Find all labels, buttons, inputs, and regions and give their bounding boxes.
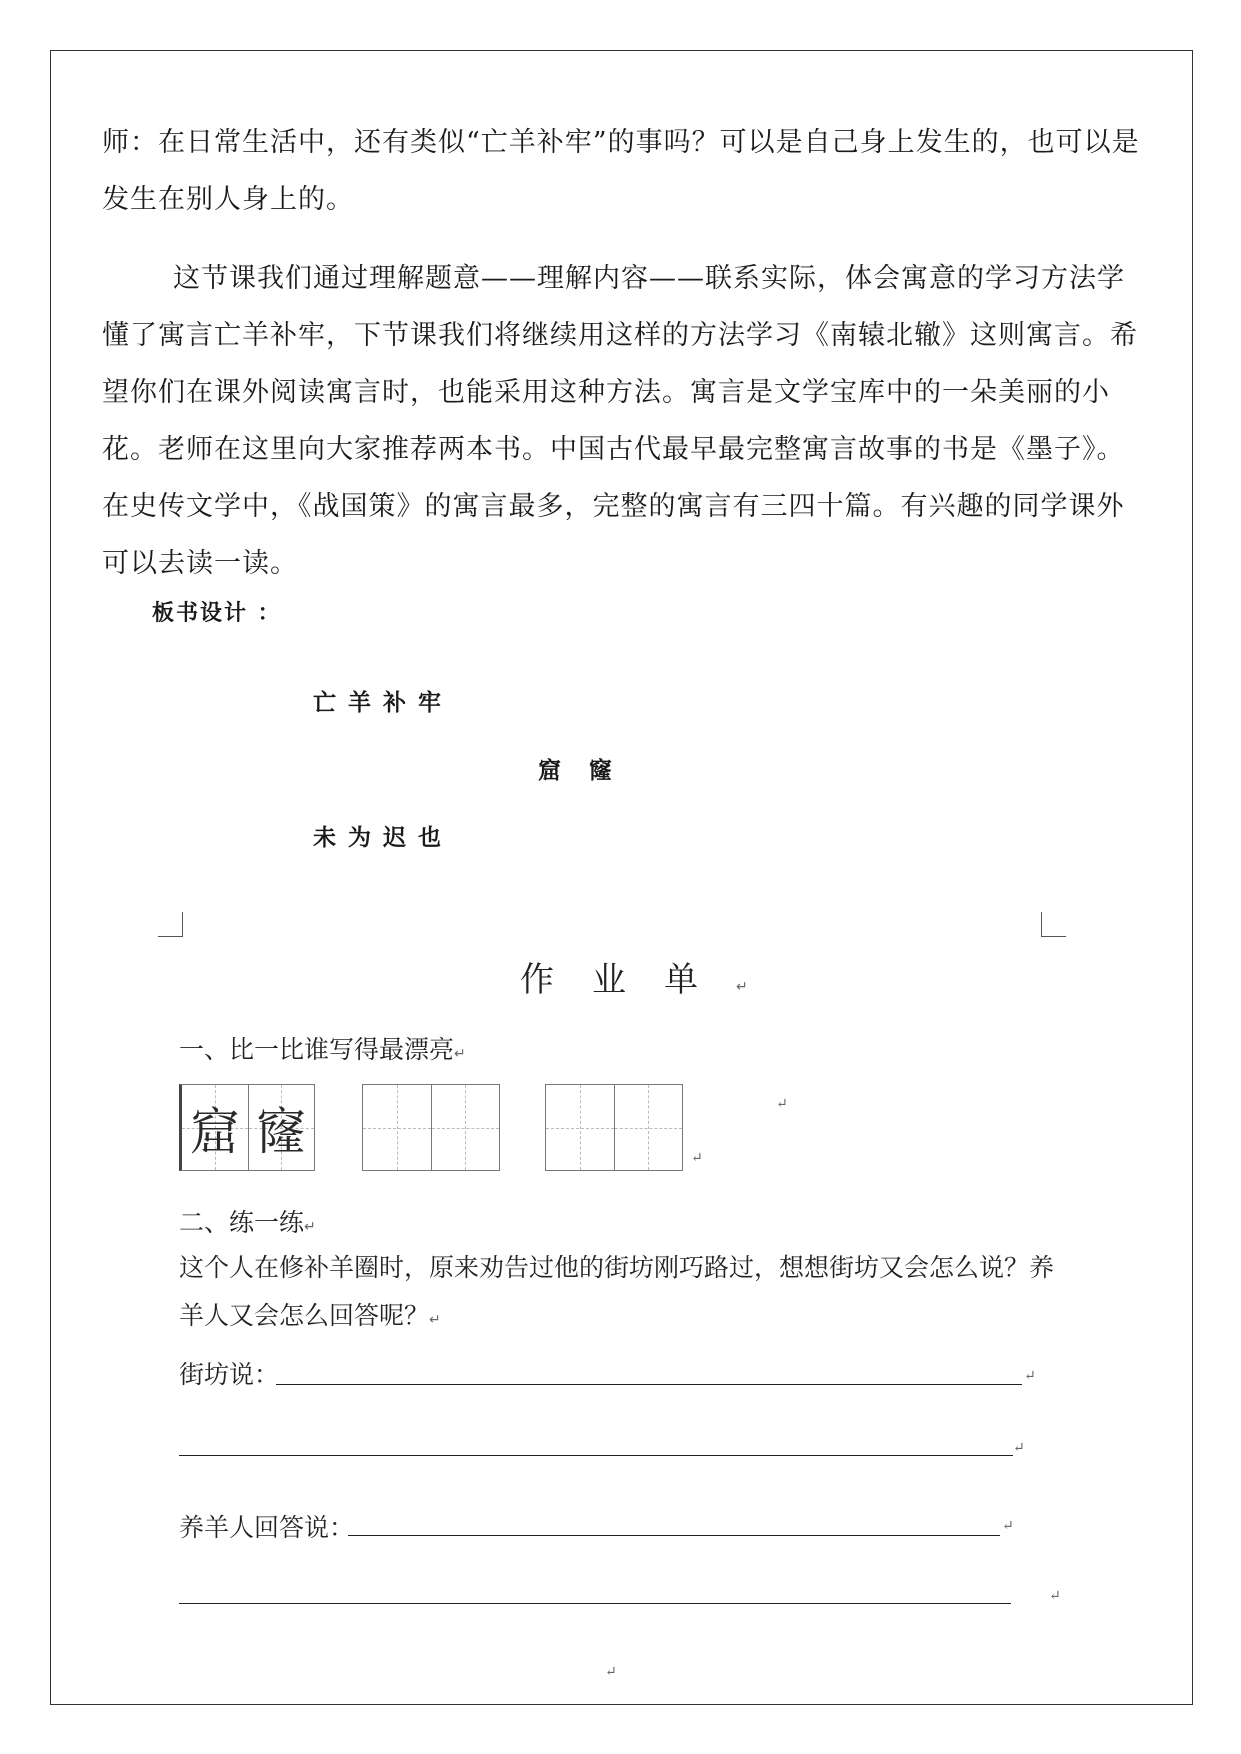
return-mark: ↵: [605, 1664, 617, 1680]
return-mark: ↵: [736, 979, 748, 995]
return-mark: ↵: [454, 1046, 466, 1062]
return-mark: ↵: [1013, 1440, 1025, 1456]
section2-title: [179, 1203, 316, 1239]
board-line-title: 亡羊补牢: [313, 689, 453, 716]
return-mark: ↵: [1002, 1518, 1014, 1534]
section1-title: [179, 1030, 466, 1066]
paragraph-summary: 这节课我们通过理解题意——理解内容——联系实际，体会寓意的学习方法学懂了寓言亡羊补牢，下节课我们将继续用这样的方法学习《南辕北辙》这则寓言。希望你们在课外阅读寓言时，也能采用这种方法。寓言是文学宝库中的一朵美丽的小花。老师在这里向大家推荐两本书。中国古代最早最完整寓言故事的书是《墨子》。在史传文学中，《战国策》的寓言最多，完整的寓言有三四十篇。有兴趣的同学课外可以去读一读。: [102, 263, 1138, 579]
section2-title-text: 二、练一练: [179, 1208, 305, 1237]
shepherd-answer-line-1[interactable]: [348, 1535, 1000, 1536]
shepherd-answer-label: 养羊人回答说：: [179, 1513, 355, 1542]
sample-char-grid: [179, 1084, 315, 1171]
return-mark: ↵: [776, 1096, 788, 1112]
practice-grid-2[interactable]: [545, 1084, 683, 1171]
neighbor-answer-label: 街坊说：: [179, 1360, 280, 1389]
neighbor-answer-line-2[interactable]: [179, 1455, 1013, 1456]
sample-char: 窿: [256, 1102, 307, 1161]
grid-cell[interactable]: [363, 1085, 432, 1170]
return-mark: ↵: [429, 1312, 441, 1328]
grid-cell: [249, 1085, 315, 1170]
crop-mark-right: [1041, 912, 1066, 937]
grid-cell: [182, 1085, 249, 1170]
board-line-moral: 未为迟也: [313, 824, 453, 851]
grid-cell[interactable]: [546, 1085, 615, 1170]
board-line-keyword: 窟窿: [538, 757, 640, 784]
shepherd-answer-line-2[interactable]: [179, 1603, 1011, 1604]
paragraph-teacher-question: 师：在日常生活中，还有类似“亡羊补牢”的事吗？可以是自己身上发生的，也可以是发生在别人身上的。: [102, 127, 1140, 215]
sample-char: 窟: [189, 1102, 240, 1161]
homework-title-text: 作业单: [520, 960, 736, 1000]
homework-title: [520, 952, 748, 1001]
board-design-label: 板书设计 ：: [152, 600, 282, 626]
neighbor-answer-line-1[interactable]: [276, 1384, 1022, 1385]
crop-mark-left: [158, 912, 183, 937]
return-mark: ↵: [1024, 1368, 1036, 1384]
practice-grid-1[interactable]: [362, 1084, 500, 1171]
practice-question-text: 这个人在修补羊圈时，原来劝告过他的街坊刚巧路过，想想街坊又会怎么说？养羊人又会怎么回答呢？: [179, 1253, 1055, 1330]
section1-title-text: 一、比一比谁写得最漂亮: [179, 1035, 455, 1064]
return-mark: ↵: [1049, 1588, 1061, 1604]
return-mark: ↵: [304, 1219, 316, 1235]
practice-question: [179, 1244, 1059, 1344]
grid-cell[interactable]: [615, 1085, 683, 1170]
return-mark: ↵: [691, 1150, 703, 1166]
grid-cell[interactable]: [432, 1085, 500, 1170]
